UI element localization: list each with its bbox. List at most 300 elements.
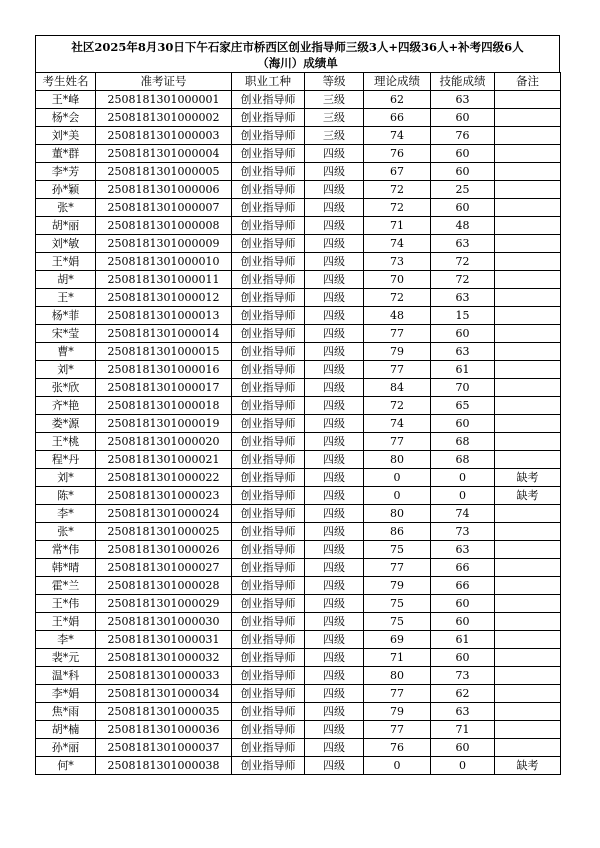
cell-name: 韩*晴: [36, 559, 96, 577]
cell-theory-score: 72: [364, 181, 431, 199]
cell-name: 杨*会: [36, 109, 96, 127]
cell-skill-score: 68: [431, 451, 495, 469]
cell-skill-score: 72: [431, 271, 495, 289]
cell-skill-score: 66: [431, 559, 495, 577]
cell-level: 四级: [305, 253, 364, 271]
cell-occupation: 创业指导师: [232, 541, 305, 559]
table-row: [36, 487, 561, 505]
cell-skill-score: 72: [431, 253, 495, 271]
cell-remarks: [495, 397, 561, 415]
header-row: [36, 73, 561, 91]
cell-theory-score: 0: [364, 469, 431, 487]
cell-ticket-number: 2508181301000004: [96, 145, 232, 163]
cell-level: 四级: [305, 469, 364, 487]
cell-theory-score: 76: [364, 145, 431, 163]
table-row: [36, 577, 561, 595]
table-row: [36, 235, 561, 253]
cell-ticket-number: 2508181301000002: [96, 109, 232, 127]
cell-skill-score: 71: [431, 721, 495, 739]
cell-skill-score: 62: [431, 685, 495, 703]
cell-skill-score: 15: [431, 307, 495, 325]
cell-level: 四级: [305, 397, 364, 415]
cell-occupation: 创业指导师: [232, 739, 305, 757]
cell-skill-score: 0: [431, 487, 495, 505]
cell-theory-score: 86: [364, 523, 431, 541]
cell-level: 四级: [305, 631, 364, 649]
cell-name: 李*: [36, 505, 96, 523]
header-remarks: 备注: [495, 73, 561, 91]
cell-skill-score: 63: [431, 703, 495, 721]
cell-ticket-number: 2508181301000027: [96, 559, 232, 577]
cell-occupation: 创业指导师: [232, 559, 305, 577]
table-body: [36, 91, 561, 775]
cell-ticket-number: 2508181301000006: [96, 181, 232, 199]
cell-skill-score: 74: [431, 505, 495, 523]
table-row: [36, 433, 561, 451]
cell-level: 四级: [305, 379, 364, 397]
cell-remarks: [495, 235, 561, 253]
cell-skill-score: 25: [431, 181, 495, 199]
cell-skill-score: 73: [431, 667, 495, 685]
cell-remarks: [495, 523, 561, 541]
cell-level: 四级: [305, 145, 364, 163]
cell-occupation: 创业指导师: [232, 181, 305, 199]
table-row: [36, 307, 561, 325]
cell-ticket-number: 2508181301000003: [96, 127, 232, 145]
cell-occupation: 创业指导师: [232, 577, 305, 595]
cell-name: 何*: [36, 757, 96, 775]
cell-name: 张*: [36, 199, 96, 217]
title-line-2: （海川）成绩单: [257, 56, 338, 70]
cell-skill-score: 63: [431, 91, 495, 109]
cell-name: 董*群: [36, 145, 96, 163]
cell-remarks: [495, 163, 561, 181]
table-row: [36, 163, 561, 181]
cell-occupation: 创业指导师: [232, 289, 305, 307]
cell-ticket-number: 2508181301000013: [96, 307, 232, 325]
cell-theory-score: 66: [364, 109, 431, 127]
cell-occupation: 创业指导师: [232, 595, 305, 613]
score-sheet: [35, 35, 560, 775]
cell-level: 四级: [305, 739, 364, 757]
cell-occupation: 创业指导师: [232, 91, 305, 109]
header-level: 等级: [305, 73, 364, 91]
cell-ticket-number: 2508181301000024: [96, 505, 232, 523]
cell-occupation: 创业指导师: [232, 343, 305, 361]
cell-occupation: 创业指导师: [232, 361, 305, 379]
score-table: [35, 72, 561, 775]
cell-name: 李*芳: [36, 163, 96, 181]
cell-skill-score: 0: [431, 757, 495, 775]
cell-skill-score: 65: [431, 397, 495, 415]
cell-name: 刘*: [36, 469, 96, 487]
cell-skill-score: 60: [431, 595, 495, 613]
cell-theory-score: 72: [364, 397, 431, 415]
table-row: [36, 343, 561, 361]
cell-name: 李*: [36, 631, 96, 649]
cell-theory-score: 75: [364, 541, 431, 559]
cell-ticket-number: 2508181301000001: [96, 91, 232, 109]
cell-level: 三级: [305, 109, 364, 127]
cell-skill-score: 60: [431, 145, 495, 163]
cell-name: 王*伟: [36, 595, 96, 613]
cell-theory-score: 75: [364, 613, 431, 631]
cell-skill-score: 60: [431, 415, 495, 433]
table-row: [36, 469, 561, 487]
cell-occupation: 创业指导师: [232, 433, 305, 451]
cell-ticket-number: 2508181301000021: [96, 451, 232, 469]
cell-level: 四级: [305, 217, 364, 235]
cell-name: 胡*: [36, 271, 96, 289]
table-row: [36, 91, 561, 109]
table-row: [36, 649, 561, 667]
cell-remarks: [495, 253, 561, 271]
cell-name: 常*伟: [36, 541, 96, 559]
table-row: [36, 127, 561, 145]
cell-theory-score: 77: [364, 433, 431, 451]
table-row: [36, 181, 561, 199]
cell-remarks: [495, 181, 561, 199]
table-row: [36, 109, 561, 127]
cell-level: 四级: [305, 343, 364, 361]
cell-level: 四级: [305, 505, 364, 523]
cell-ticket-number: 2508181301000012: [96, 289, 232, 307]
cell-ticket-number: 2508181301000017: [96, 379, 232, 397]
table-row: [36, 523, 561, 541]
cell-occupation: 创业指导师: [232, 199, 305, 217]
cell-remarks: [495, 199, 561, 217]
cell-theory-score: 77: [364, 361, 431, 379]
table-row: [36, 397, 561, 415]
cell-remarks: [495, 541, 561, 559]
cell-level: 四级: [305, 433, 364, 451]
cell-level: 四级: [305, 199, 364, 217]
cell-occupation: 创业指导师: [232, 253, 305, 271]
cell-name: 王*娟: [36, 253, 96, 271]
cell-occupation: 创业指导师: [232, 631, 305, 649]
cell-remarks: [495, 127, 561, 145]
cell-ticket-number: 2508181301000009: [96, 235, 232, 253]
cell-skill-score: 63: [431, 289, 495, 307]
cell-level: 四级: [305, 577, 364, 595]
cell-skill-score: 60: [431, 325, 495, 343]
cell-ticket-number: 2508181301000028: [96, 577, 232, 595]
cell-occupation: 创业指导师: [232, 451, 305, 469]
table-row: [36, 721, 561, 739]
cell-ticket-number: 2508181301000029: [96, 595, 232, 613]
cell-theory-score: 79: [364, 343, 431, 361]
cell-name: 霍*兰: [36, 577, 96, 595]
title-line-1: 社区2025年8月30日下午石家庄市桥西区创业指导师三级3人+四级36人+补考四级6人: [71, 40, 524, 54]
cell-name: 刘*美: [36, 127, 96, 145]
cell-skill-score: 63: [431, 343, 495, 361]
cell-ticket-number: 2508181301000005: [96, 163, 232, 181]
cell-occupation: 创业指导师: [232, 127, 305, 145]
cell-ticket-number: 2508181301000008: [96, 217, 232, 235]
cell-ticket-number: 2508181301000023: [96, 487, 232, 505]
cell-occupation: 创业指导师: [232, 379, 305, 397]
cell-theory-score: 72: [364, 199, 431, 217]
cell-occupation: 创业指导师: [232, 307, 305, 325]
cell-level: 四级: [305, 595, 364, 613]
cell-name: 齐*艳: [36, 397, 96, 415]
cell-ticket-number: 2508181301000016: [96, 361, 232, 379]
cell-ticket-number: 2508181301000010: [96, 253, 232, 271]
cell-skill-score: 60: [431, 199, 495, 217]
cell-name: 杨*菲: [36, 307, 96, 325]
cell-skill-score: 73: [431, 523, 495, 541]
cell-remarks: [495, 379, 561, 397]
cell-remarks: 缺考: [495, 469, 561, 487]
cell-theory-score: 77: [364, 325, 431, 343]
table-row: [36, 451, 561, 469]
cell-level: 四级: [305, 523, 364, 541]
cell-skill-score: 76: [431, 127, 495, 145]
cell-level: 四级: [305, 235, 364, 253]
cell-name: 李*娟: [36, 685, 96, 703]
table-row: [36, 325, 561, 343]
cell-name: 胡*丽: [36, 217, 96, 235]
header-theory-score: 理论成绩: [364, 73, 431, 91]
table-row: [36, 739, 561, 757]
cell-ticket-number: 2508181301000037: [96, 739, 232, 757]
cell-theory-score: 77: [364, 559, 431, 577]
cell-remarks: [495, 685, 561, 703]
table-row: [36, 613, 561, 631]
cell-occupation: 创业指导师: [232, 757, 305, 775]
cell-theory-score: 0: [364, 757, 431, 775]
cell-theory-score: 71: [364, 217, 431, 235]
cell-remarks: [495, 667, 561, 685]
cell-occupation: 创业指导师: [232, 613, 305, 631]
table-row: [36, 757, 561, 775]
cell-ticket-number: 2508181301000022: [96, 469, 232, 487]
cell-name: 胡*楠: [36, 721, 96, 739]
cell-name: 宋*莹: [36, 325, 96, 343]
cell-remarks: [495, 505, 561, 523]
cell-level: 四级: [305, 487, 364, 505]
cell-occupation: 创业指导师: [232, 415, 305, 433]
cell-name: 裴*元: [36, 649, 96, 667]
cell-theory-score: 80: [364, 667, 431, 685]
cell-level: 三级: [305, 91, 364, 109]
cell-name: 曹*: [36, 343, 96, 361]
cell-skill-score: 66: [431, 577, 495, 595]
cell-name: 孙*丽: [36, 739, 96, 757]
cell-level: 四级: [305, 289, 364, 307]
cell-remarks: [495, 361, 561, 379]
cell-theory-score: 71: [364, 649, 431, 667]
cell-remarks: [495, 451, 561, 469]
table-row: [36, 199, 561, 217]
cell-occupation: 创业指导师: [232, 703, 305, 721]
header-occupation: 职业工种: [232, 73, 305, 91]
cell-remarks: [495, 271, 561, 289]
cell-remarks: [495, 559, 561, 577]
table-row: [36, 253, 561, 271]
header-name: 考生姓名: [36, 73, 96, 91]
cell-level: 四级: [305, 451, 364, 469]
cell-skill-score: 68: [431, 433, 495, 451]
cell-name: 王*峰: [36, 91, 96, 109]
cell-remarks: [495, 631, 561, 649]
cell-skill-score: 60: [431, 163, 495, 181]
cell-skill-score: 60: [431, 739, 495, 757]
header-ticket-number: 准考证号: [96, 73, 232, 91]
cell-theory-score: 74: [364, 235, 431, 253]
cell-remarks: [495, 595, 561, 613]
cell-occupation: 创业指导师: [232, 235, 305, 253]
cell-level: 四级: [305, 703, 364, 721]
cell-remarks: [495, 703, 561, 721]
cell-occupation: 创业指导师: [232, 217, 305, 235]
cell-occupation: 创业指导师: [232, 163, 305, 181]
header-skill-score: 技能成绩: [431, 73, 495, 91]
cell-remarks: [495, 307, 561, 325]
cell-theory-score: 69: [364, 631, 431, 649]
cell-theory-score: 74: [364, 415, 431, 433]
cell-remarks: 缺考: [495, 757, 561, 775]
cell-skill-score: 61: [431, 361, 495, 379]
table-row: [36, 361, 561, 379]
table-row: [36, 145, 561, 163]
table-row: [36, 271, 561, 289]
cell-remarks: [495, 739, 561, 757]
cell-level: 四级: [305, 541, 364, 559]
cell-level: 四级: [305, 721, 364, 739]
cell-theory-score: 62: [364, 91, 431, 109]
cell-name: 张*欣: [36, 379, 96, 397]
cell-name: 王*娟: [36, 613, 96, 631]
cell-theory-score: 80: [364, 505, 431, 523]
cell-remarks: [495, 109, 561, 127]
cell-name: 王*: [36, 289, 96, 307]
cell-level: 四级: [305, 613, 364, 631]
table-row: [36, 685, 561, 703]
cell-name: 陈*: [36, 487, 96, 505]
cell-occupation: 创业指导师: [232, 685, 305, 703]
table-row: [36, 559, 561, 577]
cell-theory-score: 76: [364, 739, 431, 757]
cell-theory-score: 79: [364, 703, 431, 721]
cell-name: 程*丹: [36, 451, 96, 469]
table-row: [36, 703, 561, 721]
cell-level: 三级: [305, 127, 364, 145]
cell-ticket-number: 2508181301000034: [96, 685, 232, 703]
cell-level: 四级: [305, 271, 364, 289]
cell-occupation: 创业指导师: [232, 109, 305, 127]
cell-occupation: 创业指导师: [232, 649, 305, 667]
cell-ticket-number: 2508181301000025: [96, 523, 232, 541]
cell-theory-score: 48: [364, 307, 431, 325]
cell-remarks: [495, 649, 561, 667]
cell-skill-score: 0: [431, 469, 495, 487]
cell-skill-score: 48: [431, 217, 495, 235]
cell-name: 娄*源: [36, 415, 96, 433]
cell-level: 四级: [305, 307, 364, 325]
cell-remarks: [495, 415, 561, 433]
table-row: [36, 289, 561, 307]
cell-remarks: 缺考: [495, 487, 561, 505]
cell-remarks: [495, 289, 561, 307]
cell-ticket-number: 2508181301000033: [96, 667, 232, 685]
cell-ticket-number: 2508181301000019: [96, 415, 232, 433]
cell-level: 四级: [305, 685, 364, 703]
cell-remarks: [495, 433, 561, 451]
cell-theory-score: 67: [364, 163, 431, 181]
cell-ticket-number: 2508181301000031: [96, 631, 232, 649]
cell-level: 四级: [305, 757, 364, 775]
cell-level: 四级: [305, 181, 364, 199]
cell-level: 四级: [305, 667, 364, 685]
cell-occupation: 创业指导师: [232, 667, 305, 685]
cell-ticket-number: 2508181301000036: [96, 721, 232, 739]
cell-skill-score: 60: [431, 613, 495, 631]
cell-theory-score: 80: [364, 451, 431, 469]
cell-occupation: 创业指导师: [232, 469, 305, 487]
cell-theory-score: 72: [364, 289, 431, 307]
cell-ticket-number: 2508181301000018: [96, 397, 232, 415]
cell-skill-score: 60: [431, 109, 495, 127]
cell-occupation: 创业指导师: [232, 325, 305, 343]
cell-skill-score: 60: [431, 649, 495, 667]
cell-name: 刘*: [36, 361, 96, 379]
cell-ticket-number: 2508181301000015: [96, 343, 232, 361]
cell-remarks: [495, 343, 561, 361]
table-row: [36, 595, 561, 613]
cell-remarks: [495, 91, 561, 109]
cell-name: 温*科: [36, 667, 96, 685]
cell-theory-score: 0: [364, 487, 431, 505]
cell-occupation: 创业指导师: [232, 487, 305, 505]
cell-remarks: [495, 145, 561, 163]
cell-name: 张*: [36, 523, 96, 541]
cell-remarks: [495, 577, 561, 595]
table-row: [36, 415, 561, 433]
cell-ticket-number: 2508181301000020: [96, 433, 232, 451]
cell-ticket-number: 2508181301000030: [96, 613, 232, 631]
table-row: [36, 379, 561, 397]
table-row: [36, 505, 561, 523]
cell-level: 四级: [305, 163, 364, 181]
cell-ticket-number: 2508181301000038: [96, 757, 232, 775]
cell-name: 孙*颖: [36, 181, 96, 199]
cell-ticket-number: 2508181301000035: [96, 703, 232, 721]
cell-level: 四级: [305, 649, 364, 667]
cell-ticket-number: 2508181301000014: [96, 325, 232, 343]
cell-ticket-number: 2508181301000026: [96, 541, 232, 559]
table-row: [36, 631, 561, 649]
cell-remarks: [495, 721, 561, 739]
cell-level: 四级: [305, 559, 364, 577]
document-title: [35, 35, 560, 72]
cell-occupation: 创业指导师: [232, 523, 305, 541]
cell-theory-score: 77: [364, 721, 431, 739]
cell-skill-score: 63: [431, 541, 495, 559]
cell-skill-score: 61: [431, 631, 495, 649]
table-row: [36, 541, 561, 559]
cell-theory-score: 75: [364, 595, 431, 613]
cell-remarks: [495, 217, 561, 235]
cell-remarks: [495, 613, 561, 631]
cell-skill-score: 63: [431, 235, 495, 253]
cell-level: 四级: [305, 325, 364, 343]
cell-name: 王*桃: [36, 433, 96, 451]
cell-theory-score: 70: [364, 271, 431, 289]
cell-theory-score: 79: [364, 577, 431, 595]
table-row: [36, 667, 561, 685]
cell-ticket-number: 2508181301000011: [96, 271, 232, 289]
